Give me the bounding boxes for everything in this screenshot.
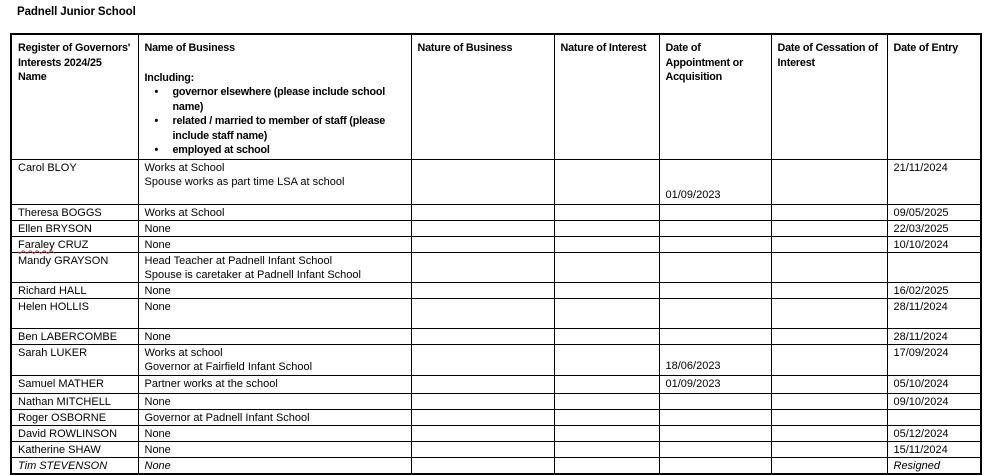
nature-of-interest-cell bbox=[554, 204, 659, 220]
entry-date-cell bbox=[887, 252, 981, 282]
nature-of-interest-cell bbox=[554, 159, 659, 204]
misspelled-word: Faraley bbox=[18, 238, 55, 251]
cessation-date-cell bbox=[771, 220, 887, 236]
business-line: Works at school bbox=[144, 346, 223, 359]
header-register-line1: Register of Governors' Interests 2024/25 bbox=[18, 42, 131, 69]
nature-of-business-cell bbox=[411, 328, 554, 344]
table-row bbox=[11, 344, 981, 375]
cessation-date-cell bbox=[771, 409, 887, 425]
table-row bbox=[11, 252, 981, 282]
governor-name-cell: Samuel MATHER bbox=[11, 375, 138, 393]
governor-name-cell: Faraley CRUZ bbox=[11, 236, 138, 252]
business-cell bbox=[138, 441, 411, 457]
cessation-date-cell bbox=[771, 298, 887, 328]
header-name-of-business bbox=[138, 34, 411, 159]
nature-of-business-cell bbox=[411, 409, 554, 425]
nature-of-business-cell bbox=[411, 252, 554, 282]
nature-of-business-cell bbox=[411, 344, 554, 375]
entry-date-cell: 05/10/2024 bbox=[887, 375, 981, 393]
business-line: Works at School bbox=[144, 206, 225, 219]
nature-of-interest-cell bbox=[554, 298, 659, 328]
table-row bbox=[11, 393, 981, 409]
governor-name-cell: Katherine SHAW bbox=[11, 441, 138, 457]
nature-of-interest-cell bbox=[554, 220, 659, 236]
cessation-date-cell bbox=[771, 425, 887, 441]
business-cell bbox=[138, 282, 411, 298]
header-bullet-text: employed at school bbox=[172, 144, 270, 156]
nature-of-interest-cell bbox=[554, 344, 659, 375]
entry-date-cell: 17/09/2024 bbox=[887, 344, 981, 375]
appointment-date-cell bbox=[659, 425, 771, 441]
cessation-date-cell bbox=[771, 344, 887, 375]
governor-name-cell: Theresa BOGGS bbox=[11, 204, 138, 220]
business-line: Spouse works as part time LSA at school bbox=[144, 175, 345, 188]
nature-of-business-cell bbox=[411, 204, 554, 220]
cessation-date-cell bbox=[771, 457, 887, 474]
business-line: Works at School bbox=[144, 161, 225, 174]
cessation-date-cell bbox=[771, 159, 887, 204]
cessation-date-cell bbox=[771, 252, 887, 282]
table-row bbox=[11, 457, 981, 474]
nature-of-interest-cell bbox=[554, 252, 659, 282]
business-cell bbox=[138, 375, 411, 393]
header-register-name bbox=[11, 34, 138, 159]
governor-name-cell: Richard HALL bbox=[11, 282, 138, 298]
header-date-of-entry: Date of Entry bbox=[887, 34, 981, 159]
nature-of-interest-cell bbox=[554, 328, 659, 344]
nature-of-business-cell bbox=[411, 282, 554, 298]
business-cell bbox=[138, 159, 411, 204]
cessation-date-cell bbox=[771, 236, 887, 252]
entry-date-cell: 22/03/2025 bbox=[887, 220, 981, 236]
business-line: None bbox=[144, 238, 171, 251]
header-nature-of-business: Nature of Business bbox=[411, 34, 554, 159]
business-line: None bbox=[144, 222, 171, 235]
header-bullet-item bbox=[145, 85, 406, 114]
business-cell bbox=[138, 252, 411, 282]
header-business-including: Including: bbox=[144, 71, 195, 84]
governor-name-cell: Helen HOLLIS bbox=[11, 298, 138, 328]
appointment-date-cell bbox=[659, 328, 771, 344]
entry-date-cell: 05/12/2024 bbox=[887, 425, 981, 441]
header-bullet-text: governor elsewhere (please include school name) bbox=[172, 86, 386, 113]
table-row bbox=[11, 298, 981, 328]
cessation-date-cell bbox=[771, 282, 887, 298]
appointment-date-cell bbox=[659, 282, 771, 298]
business-line: Spouse is caretaker at Padnell Infant School bbox=[144, 268, 361, 281]
nature-of-business-cell bbox=[411, 393, 554, 409]
entry-date-cell: 16/02/2025 bbox=[887, 282, 981, 298]
entry-date-cell: 09/05/2025 bbox=[887, 204, 981, 220]
table-body bbox=[11, 159, 981, 474]
header-bullet-item bbox=[145, 143, 406, 158]
nature-of-business-cell bbox=[411, 425, 554, 441]
header-row bbox=[11, 34, 981, 159]
business-line: None bbox=[144, 427, 171, 440]
table-row bbox=[11, 220, 981, 236]
business-cell bbox=[138, 344, 411, 375]
business-cell bbox=[138, 425, 411, 441]
business-cell bbox=[138, 393, 411, 409]
entry-date-cell: 28/11/2024 bbox=[887, 328, 981, 344]
bullet-marker-icon: • bbox=[154, 144, 159, 156]
table-row bbox=[11, 409, 981, 425]
table-row bbox=[11, 425, 981, 441]
cessation-date-cell bbox=[771, 328, 887, 344]
table-row bbox=[11, 204, 981, 220]
nature-of-business-cell bbox=[411, 236, 554, 252]
business-cell bbox=[138, 236, 411, 252]
nature-of-business-cell bbox=[411, 375, 554, 393]
nature-of-business-cell bbox=[411, 298, 554, 328]
header-date-of-appointment: Date of Appointment or Acquisition bbox=[659, 34, 771, 159]
business-line: None bbox=[144, 284, 171, 297]
governor-name-cell: David ROWLINSON bbox=[11, 425, 138, 441]
governor-name-cell: Tim STEVENSON bbox=[11, 457, 138, 474]
nature-of-interest-cell bbox=[554, 425, 659, 441]
nature-of-interest-cell bbox=[554, 457, 659, 474]
entry-date-cell: 15/11/2024 bbox=[887, 441, 981, 457]
business-line: None bbox=[144, 459, 171, 472]
nature-of-business-cell bbox=[411, 159, 554, 204]
business-line: None bbox=[144, 300, 171, 313]
appointment-date-cell bbox=[659, 409, 771, 425]
governors-interests-table bbox=[10, 33, 982, 475]
nature-of-business-cell bbox=[411, 220, 554, 236]
cessation-date-cell bbox=[771, 441, 887, 457]
business-cell bbox=[138, 409, 411, 425]
governor-name-cell: Mandy GRAYSON bbox=[11, 252, 138, 282]
cessation-date-cell bbox=[771, 375, 887, 393]
governor-name-cell: Sarah LUKER bbox=[11, 344, 138, 375]
cessation-date-cell bbox=[771, 393, 887, 409]
nature-of-interest-cell bbox=[554, 282, 659, 298]
appointment-date-cell bbox=[659, 252, 771, 282]
table-row bbox=[11, 375, 981, 393]
business-line: Governor at Fairfield Infant School bbox=[144, 360, 313, 373]
business-line: None bbox=[144, 395, 171, 408]
business-cell bbox=[138, 328, 411, 344]
table-row bbox=[11, 328, 981, 344]
appointment-date-cell bbox=[659, 220, 771, 236]
appointment-date-cell: 01/09/2023 bbox=[659, 159, 771, 204]
business-cell bbox=[138, 220, 411, 236]
business-line: None bbox=[144, 330, 171, 343]
nature-of-interest-cell bbox=[554, 409, 659, 425]
header-bullet-text: related / married to member of staff (please include staff name) bbox=[172, 115, 386, 142]
governor-name-cell: Ben LABERCOMBE bbox=[11, 328, 138, 344]
header-nature-of-interest: Nature of Interest bbox=[554, 34, 659, 159]
table-row bbox=[11, 159, 981, 204]
appointment-date-cell bbox=[659, 236, 771, 252]
business-line: None bbox=[144, 443, 171, 456]
business-line: Partner works at the school bbox=[144, 377, 278, 390]
entry-date-cell: 09/10/2024 bbox=[887, 393, 981, 409]
appointment-date-cell bbox=[659, 441, 771, 457]
governor-name-cell: Carol BLOY bbox=[11, 159, 138, 204]
business-line: Governor at Padnell Infant School bbox=[144, 411, 310, 424]
page-title: Padnell Junior School bbox=[17, 6, 136, 18]
table-row bbox=[11, 441, 981, 457]
entry-date-cell: 28/11/2024 bbox=[887, 298, 981, 328]
appointment-date-cell bbox=[659, 204, 771, 220]
entry-date-cell: 21/11/2024 bbox=[887, 159, 981, 204]
bullet-marker-icon: • bbox=[154, 86, 159, 98]
business-line: Head Teacher at Padnell Infant School bbox=[144, 254, 333, 267]
governor-name-cell: Roger OSBORNE bbox=[11, 409, 138, 425]
appointment-date-cell: 18/06/2023 bbox=[659, 344, 771, 375]
business-cell bbox=[138, 298, 411, 328]
table-row bbox=[11, 282, 981, 298]
cessation-date-cell bbox=[771, 204, 887, 220]
entry-date-cell: 10/10/2024 bbox=[887, 236, 981, 252]
table-header bbox=[11, 34, 981, 159]
nature-of-business-cell bbox=[411, 457, 554, 474]
header-register-line2: Name bbox=[18, 71, 47, 83]
business-cell bbox=[138, 457, 411, 474]
governor-name-cell: Ellen BRYSON bbox=[11, 220, 138, 236]
header-date-of-cessation: Date of Cessation of Interest bbox=[771, 34, 887, 159]
nature-of-interest-cell bbox=[554, 393, 659, 409]
nature-of-interest-cell bbox=[554, 441, 659, 457]
header-business-title: Name of Business bbox=[144, 42, 235, 54]
governor-name-cell: Nathan MITCHELL bbox=[11, 393, 138, 409]
entry-date-cell bbox=[887, 409, 981, 425]
bullet-marker-icon: • bbox=[154, 115, 159, 127]
table-row bbox=[11, 236, 981, 252]
nature-of-interest-cell bbox=[554, 236, 659, 252]
appointment-date-cell bbox=[659, 298, 771, 328]
appointment-date-cell bbox=[659, 457, 771, 474]
nature-of-business-cell bbox=[411, 441, 554, 457]
appointment-date-cell: 01/09/2023 bbox=[659, 375, 771, 393]
nature-of-interest-cell bbox=[554, 375, 659, 393]
business-cell bbox=[138, 204, 411, 220]
header-business-bullet-list bbox=[145, 85, 406, 158]
header-bullet-item bbox=[145, 114, 406, 143]
entry-date-cell: Resigned bbox=[887, 457, 981, 474]
appointment-date-cell bbox=[659, 393, 771, 409]
